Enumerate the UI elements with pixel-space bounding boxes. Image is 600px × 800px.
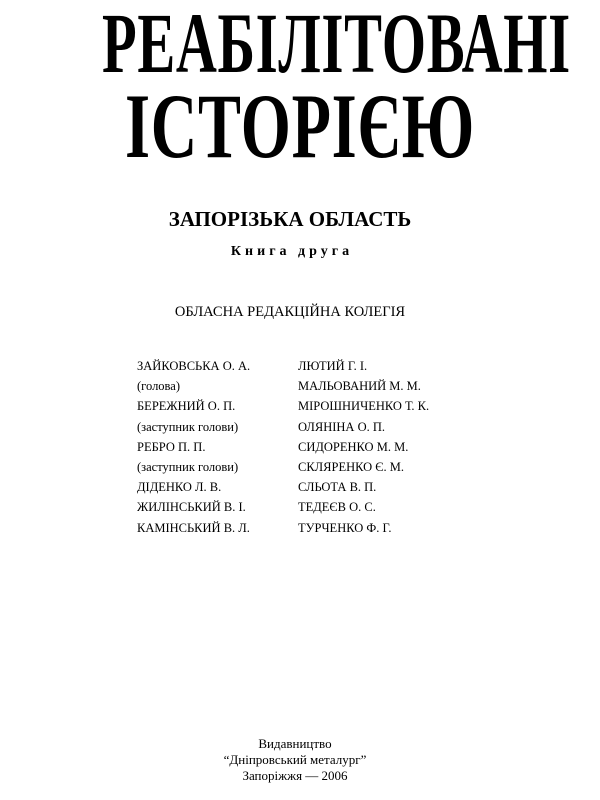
board-member: ТУРЧЕНКО Ф. Г.	[298, 520, 392, 535]
publisher-city-year: Запоріжжя — 2006	[242, 768, 348, 783]
publisher-block	[0, 736, 590, 784]
board-member: МІРОШНИЧЕНКО Т. К.	[298, 399, 430, 414]
board-member: РЕБРО П. П.	[137, 439, 206, 454]
board-member: ЛЮТИЙ Г. І.	[298, 359, 368, 373]
board-member-role: (заступник голови)	[137, 419, 239, 434]
board-member: ЖИЛІНСЬКИЙ В. І.	[137, 500, 246, 515]
board-member: КАМІНСЬКИЙ В. Л.	[137, 520, 250, 535]
board-member: БЕРЕЖНИЙ О. П.	[137, 399, 236, 414]
editorial-board-heading: ОБЛАСНА РЕДАКЦІЙНА КОЛЕГІЯ	[174, 304, 406, 320]
publisher-name: “Дніпровський металург”	[223, 752, 367, 767]
book-number: Книга друга	[230, 244, 354, 259]
board-member: СИДОРЕНКО М. М.	[298, 439, 409, 454]
editorial-board-right-column	[298, 356, 429, 538]
board-member: МАЛЬОВАНИЙ М. М.	[298, 379, 421, 394]
book-title-line-2: ІСТОРІЄЮ	[125, 75, 475, 177]
board-member: ЗАЙКОВСЬКА О. А.	[137, 359, 251, 373]
board-member: ОЛЯНІНА О. П.	[298, 419, 386, 434]
board-member: ТЕДЕЄВ О. С.	[298, 500, 376, 515]
region-heading: ЗАПОРІЗЬКА ОБЛАСТЬ	[168, 207, 412, 231]
board-member: ДІДЕНКО Л. В.	[137, 480, 222, 495]
board-member: СЛЬОТА В. П.	[298, 480, 377, 495]
editorial-board-left-column	[137, 356, 250, 538]
board-member: СКЛЯРЕНКО Є. М.	[298, 459, 405, 474]
board-member-role: (заступник голови)	[137, 459, 239, 474]
board-member-role: (голова)	[137, 379, 180, 394]
book-title-line-1: РЕАБІЛІТОВАНІ	[101, 0, 571, 91]
publisher-label: Видавництво	[258, 736, 332, 751]
